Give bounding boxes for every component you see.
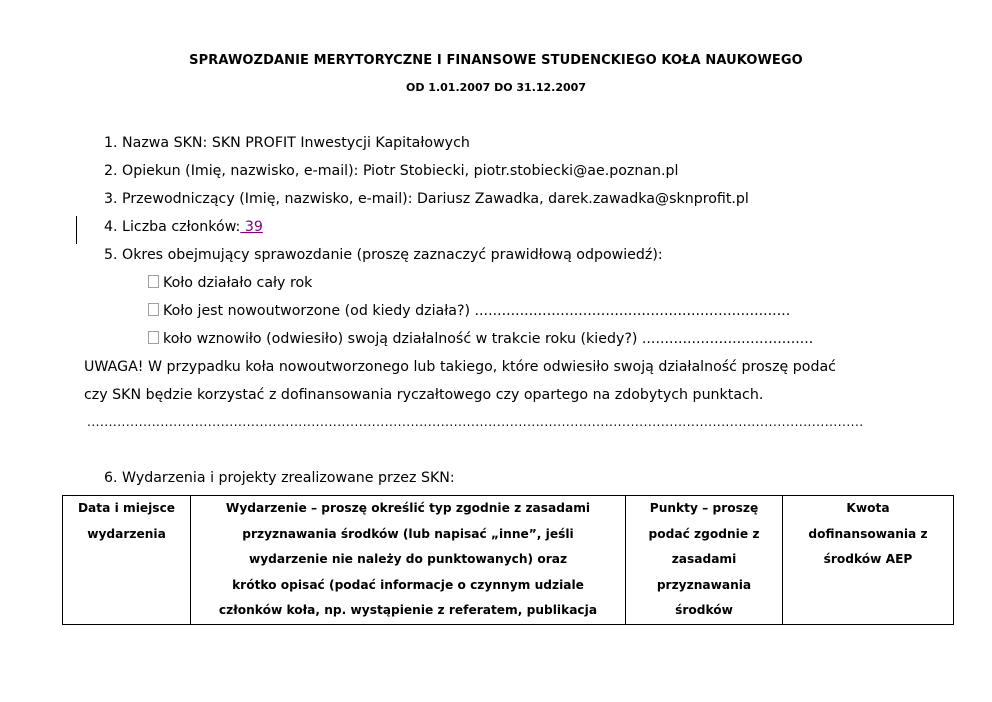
checkbox-icon[interactable] <box>148 331 159 344</box>
header-line: wydarzenie nie należy do punktowanych) oraz <box>248 552 568 566</box>
member-count-label: 4. Liczba członków: <box>104 219 241 235</box>
header-line: wydarzenia <box>87 526 166 541</box>
item-skn-name: 1. Nazwa SKN: SKN PROFIT Inwestycji Kapitałowych <box>104 135 470 151</box>
option-newly-created-label: Koło jest nowoutworzone (od kiedy działa?) ...................................................................... <box>163 303 791 319</box>
header-line: Wydarzenie – proszę określić typ zgodnie z zasadami <box>225 501 591 515</box>
header-line: dofinansowania z <box>808 526 928 541</box>
header-event <box>191 496 626 625</box>
notice-line-1: UWAGA! W przypadku koła nowoutworzonego lub takiego, które odwiesiło swoją działalność proszę podać <box>84 359 836 375</box>
section-events-heading: 6. Wydarzenia i projekty zrealizowane przez SKN: <box>104 470 455 486</box>
checkbox-icon[interactable] <box>148 303 159 316</box>
checkbox-icon[interactable] <box>148 275 159 288</box>
events-table <box>62 495 954 625</box>
header-line: przyznawania środków (lub napisać „inne”, jeśli <box>242 526 574 541</box>
header-line: przyznawania <box>656 577 752 592</box>
header-points <box>626 496 783 625</box>
report-title: SPRAWOZDANIE MERYTORYCZNE I FINANSOWE STUDENCKIEGO KOŁA NAUKOWEGO <box>189 53 803 68</box>
header-line: krótko opisać (podać informacje o czynnym udziale <box>232 577 584 592</box>
item-report-period: 5. Okres obejmujący sprawozdanie (proszę zaznaczyć prawidłową odpowiedź): <box>104 247 663 263</box>
item-member-count <box>104 219 263 235</box>
header-line: środków AEP <box>823 552 913 566</box>
revision-change-bar <box>76 216 77 244</box>
option-resumed-label: koło wznowiło (odwiesiło) swoją działalność w trakcie roku (kiedy?) ...................................... <box>163 331 814 347</box>
header-line: członków koła, np. wystąpienie z referatem, publikacja <box>218 603 598 617</box>
header-line: Data i miejsce <box>77 501 176 515</box>
header-line: środków <box>675 603 733 617</box>
option-resumed[interactable] <box>148 331 813 347</box>
option-full-year[interactable] <box>148 275 312 291</box>
header-line: podać zgodnie z <box>648 526 760 541</box>
table-header-row <box>63 496 954 625</box>
notice-line-2: czy SKN będzie korzystać z dofinansowania ryczałtowego czy opartego na zdobytych punktach. <box>84 387 764 403</box>
header-funding-amount <box>783 496 954 625</box>
member-count-value: 39 <box>240 219 263 235</box>
header-line: Kwota <box>846 501 890 515</box>
header-date-place <box>63 496 191 625</box>
item-chairman: 3. Przewodniczący (Imię, nazwisko, e-mail): Dariusz Zawadka, darek.zawadka@sknprofit.pl <box>104 191 749 207</box>
notice-fill-line: .................................................................................................................................................................................... <box>87 415 864 429</box>
report-period: OD 1.01.2007 DO 31.12.2007 <box>406 81 586 94</box>
item-supervisor: 2. Opiekun (Imię, nazwisko, e-mail): Piotr Stobiecki, piotr.stobiecki@ae.poznan.pl <box>104 163 679 179</box>
option-newly-created[interactable] <box>148 303 790 319</box>
header-line: Punkty – proszę <box>649 501 759 515</box>
option-full-year-label: Koło działało cały rok <box>163 275 313 291</box>
header-line: zasadami <box>671 552 737 566</box>
